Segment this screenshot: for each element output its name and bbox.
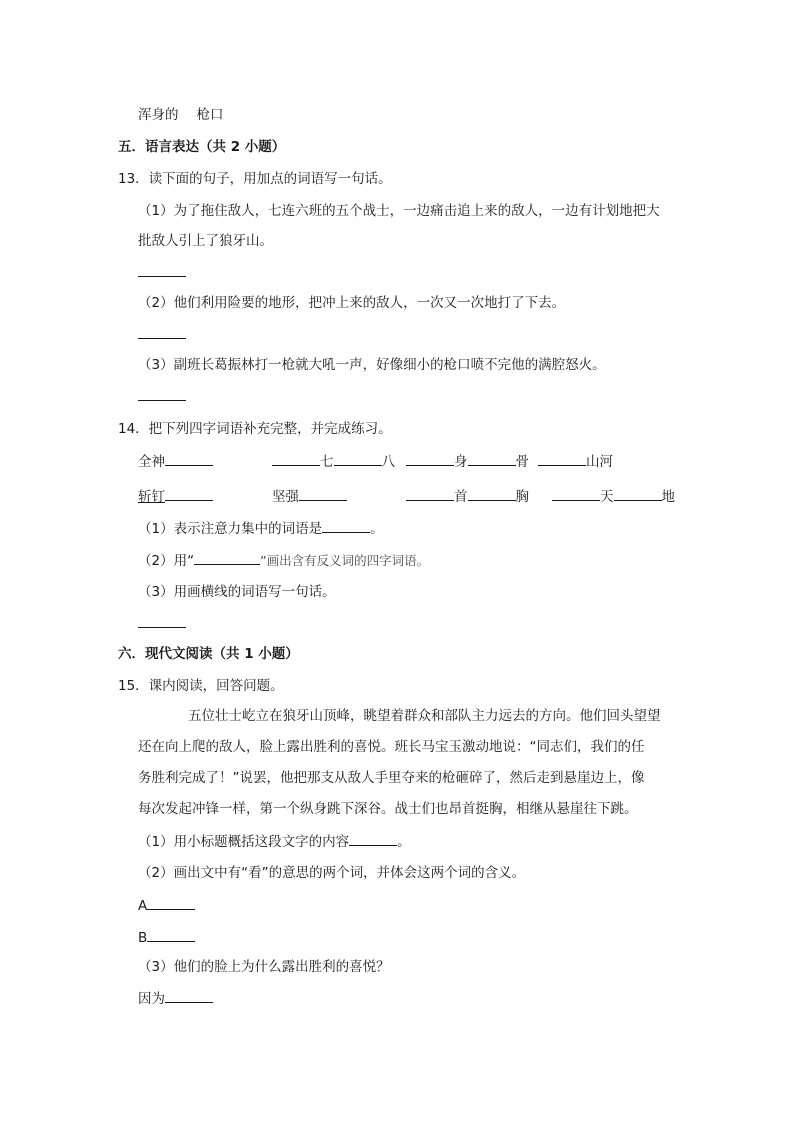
top-word-2: 枪口 — [196, 107, 224, 123]
q14-part1: （1）表示注意力集中的词语是 。 — [138, 518, 384, 539]
q13-answer-blank-3[interactable] — [138, 386, 186, 407]
q13-stem: 13．读下面的句子，用加点的词语写一句话。 — [118, 171, 392, 187]
q13-answer-blank-2[interactable] — [138, 324, 186, 345]
q14-answer-blank[interactable] — [138, 613, 186, 634]
q14-row1-word1[interactable]: 全神 — [138, 451, 213, 472]
top-word-1: 浑身的 — [138, 107, 179, 123]
passage-line-3: 务胜利完成了！”说罢，他把那支从敌人手里夺来的枪砸碎了，然后走到悬崖边上，像 — [138, 770, 645, 786]
q13-s2: （2）他们利用险要的地形，把冲上来的敌人，一次又一次地打了下去。 — [138, 295, 566, 311]
q14-part2-blank[interactable] — [194, 550, 260, 565]
section6-title: 六．现代文阅读（共 1 小题） — [118, 646, 299, 662]
q15-part1-blank[interactable] — [349, 831, 397, 846]
q15-answer-a-blank[interactable] — [147, 895, 195, 910]
passage-line-2: 还在向上爬的敌人，脸上露出胜利的喜悦。班长马宝玉激动地说：“同志们，我们的任 — [138, 739, 645, 755]
q15-part1: （1）用小标题概括这段文字的内容 。 — [138, 831, 411, 852]
passage-line-1: 五位壮士屹立在狼牙山顶峰，眺望着群众和部队主力远去的方向。他们回头望望 — [188, 708, 661, 724]
q14-part2: （2）用“ ”画出含有反义词的四字词语。 — [138, 550, 429, 571]
q14-stem: 14．把下列四字词语补充完整，并完成练习。 — [118, 421, 392, 437]
q14-row2-word2[interactable]: 坚强 — [272, 486, 347, 507]
q14-part1-blank[interactable] — [322, 518, 370, 533]
q15-answer-b-blank[interactable] — [147, 927, 195, 942]
q15-because: 因为 — [138, 988, 213, 1009]
q14-row1-word3[interactable]: 身 骨 — [406, 451, 529, 472]
q15-stem: 15．课内阅读，回答问题。 — [118, 678, 284, 694]
passage-line-4: 每次发起冲锋一样，第一个纵身跳下深谷。战士们也昂首挺胸，相继从悬崖往下跳。 — [138, 801, 638, 817]
q14-row2-word3[interactable]: 首 胸 — [406, 486, 529, 507]
q14-row2-word4[interactable]: 天 地 — [552, 486, 675, 507]
top-line — [138, 105, 224, 125]
q14-row1-word2[interactable]: 七 八 — [272, 451, 395, 472]
q15-part2: （2）画出文中有“看”的意思的两个词，并体会这两个词的含义。 — [138, 865, 526, 881]
section5-title: 五．语言表达（共 2 小题） — [118, 139, 286, 155]
q13-answer-blank-1[interactable] — [138, 262, 186, 283]
q14-part3: （3）用画横线的词语写一句话。 — [138, 584, 336, 600]
q14-row2-word1[interactable]: 斩钉 — [138, 486, 213, 507]
q15-answer-a: A — [138, 895, 195, 916]
q13-s1-line1: （1）为了拖住敌人，七连六班的五个战士，一边痛击追上来的敌人，一边有计划地把大 — [138, 203, 660, 219]
q15-because-blank[interactable] — [165, 988, 213, 1003]
q13-s1-line2: 批敌人引上了狼牙山。 — [138, 233, 273, 249]
q15-part3: （3）他们的脸上为什么露出胜利的喜悦？ — [138, 959, 390, 975]
q14-row1-word4[interactable]: 山河 — [538, 451, 613, 472]
q15-answer-b: B — [138, 927, 195, 948]
q13-s3: （3）副班长葛振林打一枪就大吼一声，好像细小的枪口喷不完他的满腔怒火。 — [138, 357, 606, 373]
